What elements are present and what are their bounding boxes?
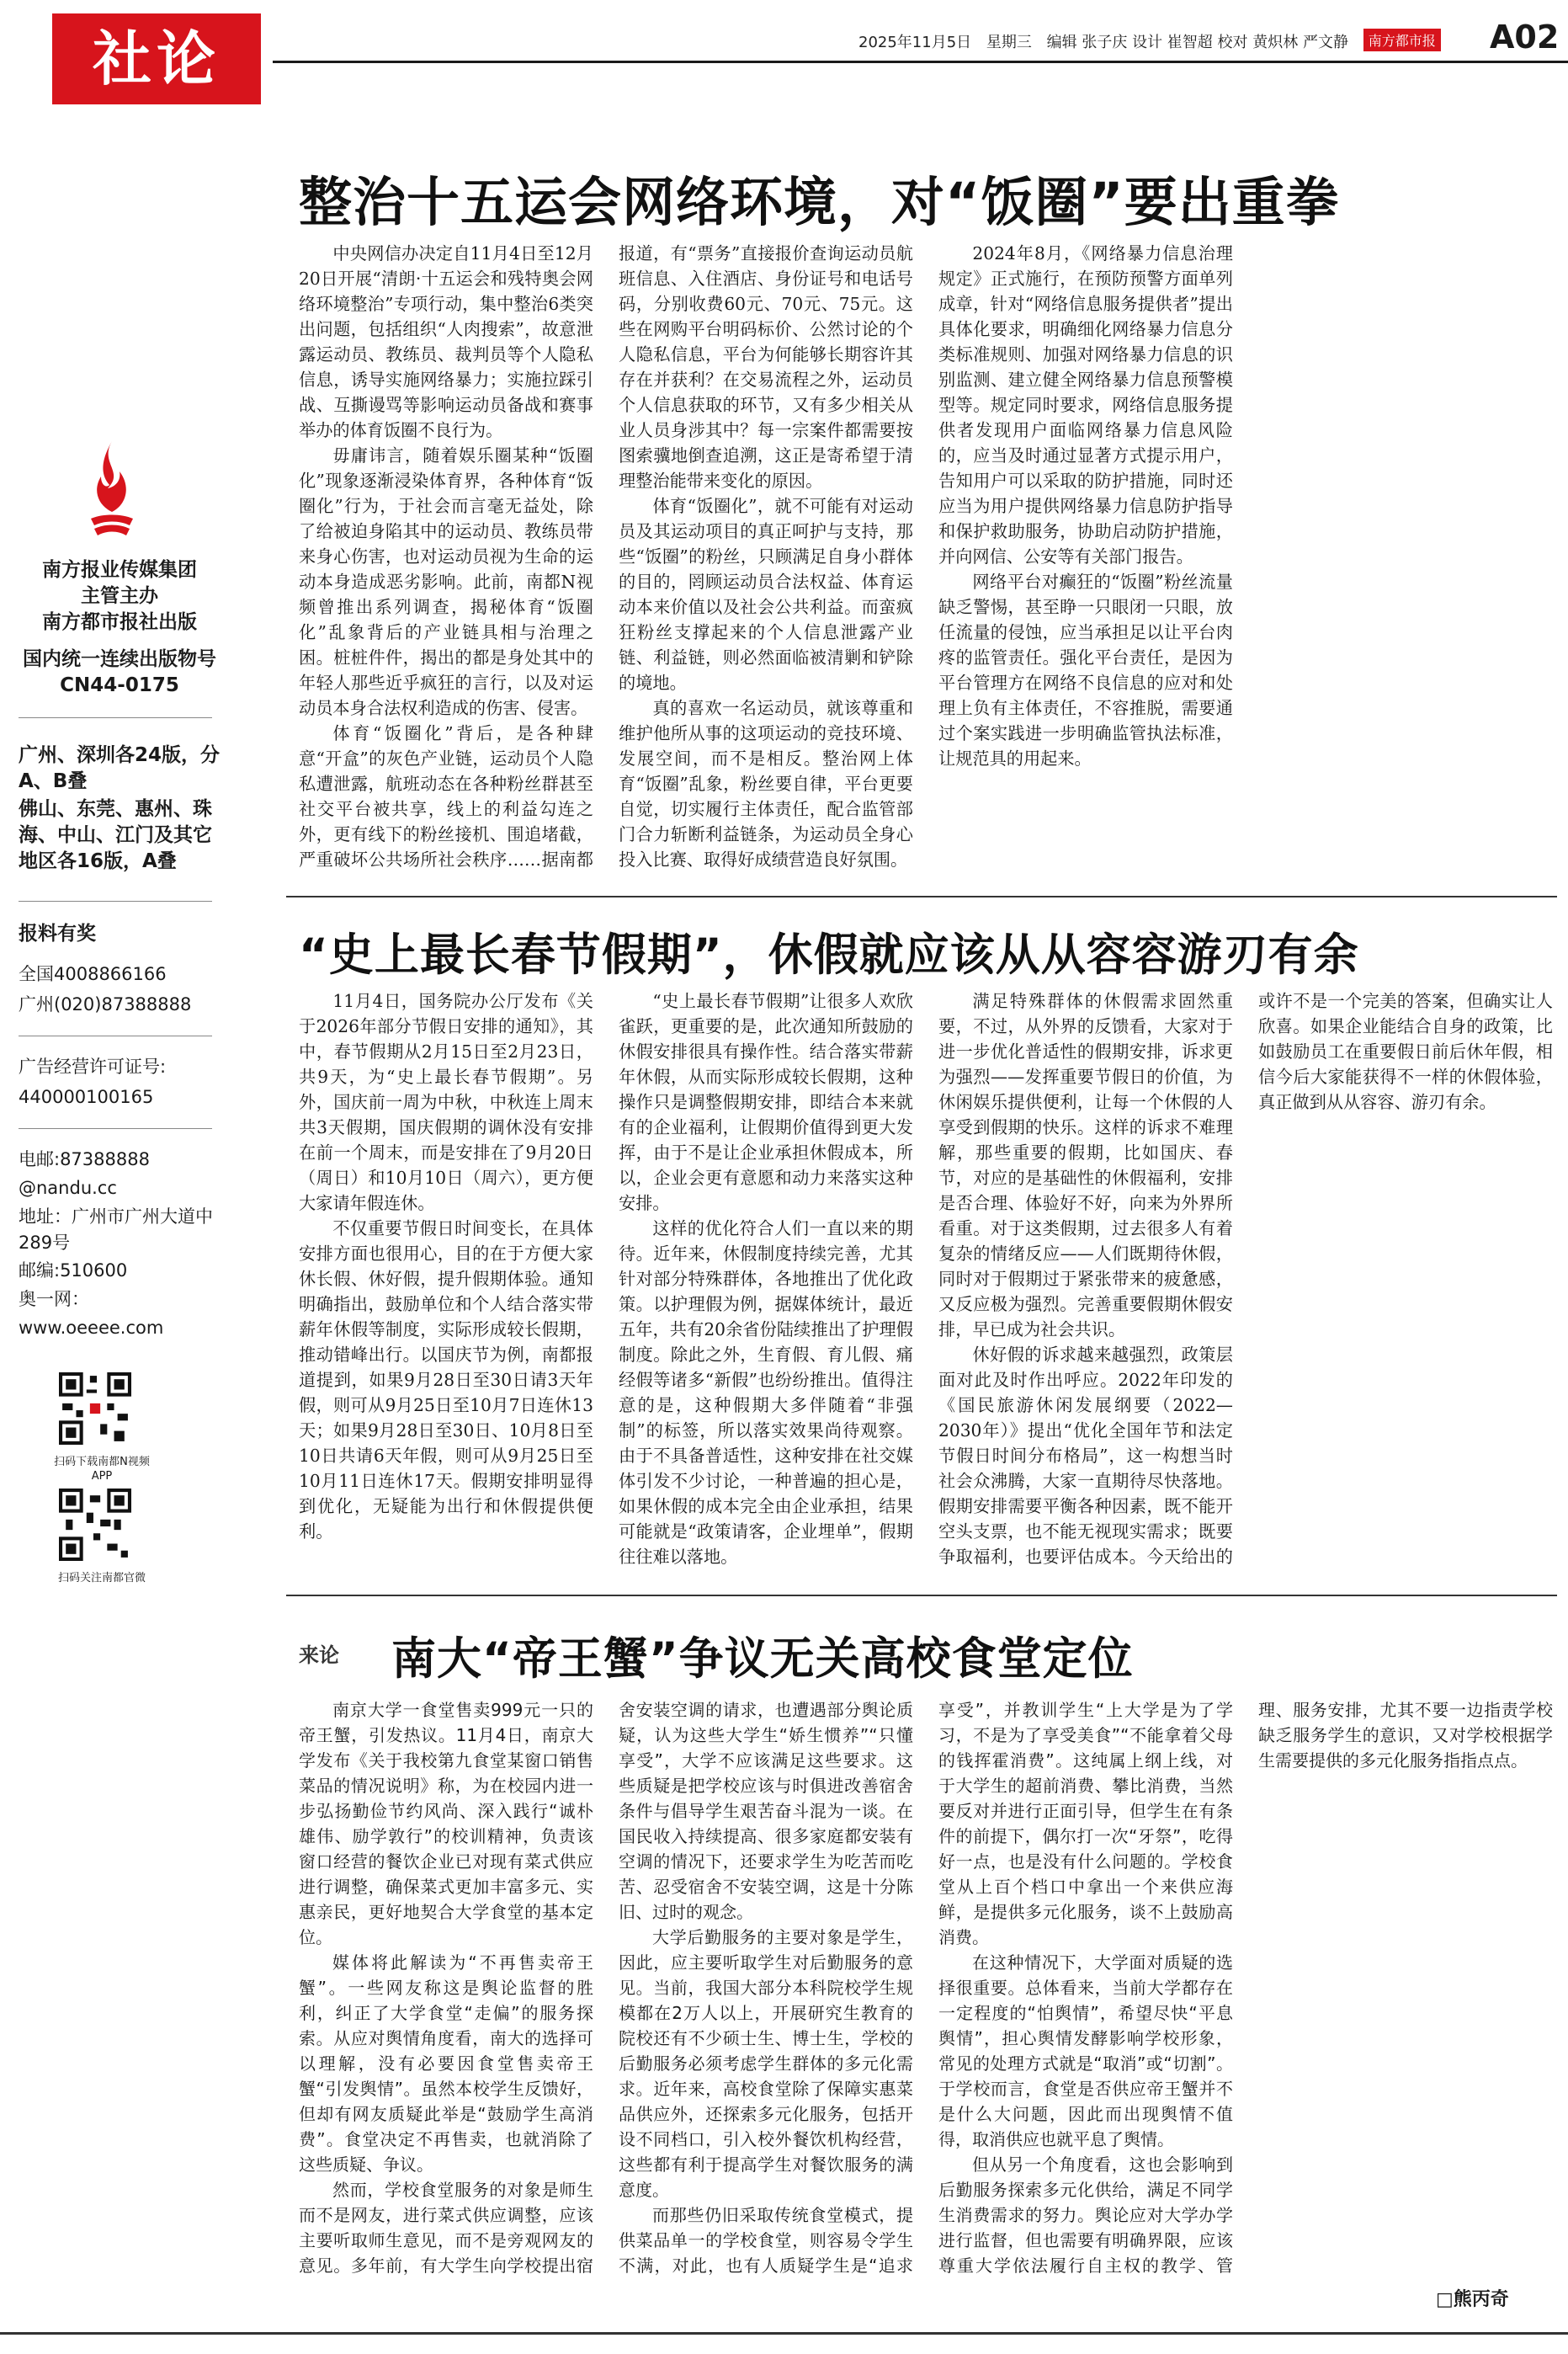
site-label: 奥一网： bbox=[19, 1289, 89, 1309]
editions: 广州、深圳各24版，分A、B叠 bbox=[19, 744, 221, 792]
paper-logo: 南方都市报 bbox=[1363, 29, 1441, 51]
sidebar bbox=[0, 118, 249, 2307]
publisher: 南方报业传媒集团 主管主办 南方都市报社出版 bbox=[42, 559, 197, 633]
footer-rule bbox=[0, 2332, 1568, 2335]
ad-license-label: 广告经营许可证号: bbox=[19, 1057, 167, 1077]
ad-license: 440000100165 bbox=[19, 1087, 154, 1107]
article-body: 11月4日，国务院办公厅发布《关于2026年部分节假日安排的通知》，其中，春节假期从2月15日至2月23日，共9天，为“史上最长春节假期”。另外，国庆前一周为中秋，中秋连上周末共3天假期，国庆假期的调休没有安排在前一个周末，而是安排在了9月20日（周日）和10月10日（周六），更方便大家请年假连休。 不仅重要节假日时间变长，在具体安排方面也很用心，目的在于方便大家休长假、休好假，提升假期体验。通知明确指出，鼓励单位和个人结合落实带薪年休假等制度，实际形成较长假期，推动错峰出行。以国庆节为例，南都报道提到，如果9月28日至30日请3天年假，则可从9月25日至10月7日连休13天；如果9月28日至30日、10月8日至10日共请6天年假，则可从9月25日至10月11日连休17天。假期安排明显得到优化，无疑能为出行和休假提供便利。 “史上最长春节假期”让很多人欢欣雀跃，更重要的是，此次通知所鼓励的休假安排很具有操作性。结合落实带薪年休假，从而实际形成较长假期，这种操作只是调整假期安排，即结合本来就有的企业福利，让假期价值得到更大发挥，由于不是让企业承担休假成本，所以，企业会更有意愿和动力来落实这种安排。 这样的优化符合人们一直以来的期待。近年来，休假制度持续完善，尤其针对部分特殊群体，各地推出了优化政策。以护理假为例，据媒体统计，最近五年，共有20余省份陆续推出了护理假制度。除此之外，生育假、育儿假、痛经假等诸多“新假”也纷纷推出。值得注意的是，这种假期大多伴随着“非强制”的标签，所以落实效果尚待观察。由于不具备普适性，这种安排在社交媒体引发不少讨论，一种普遍的担心是，如果休假的成本完全由企业承担，结果可能就是“政策请客，企业埋单”，假期往往难以落地。 满足特殊群体的休假需求固然重要，不过，从外界的反馈看，大家对于进一步优化普适性的假期安排，诉求更为强烈——发挥重要节假日的价值，为休闲娱乐提供便利，让每一个休假的人享受到假期的快乐。这样的诉求不难理解，那些重要的假期，比如国庆、春节，对应的是基础性的休假福利，安排是否合理、体验好不好，向来为外界所看重。对于这类假期，过去很多人有着复杂的情绪反应——人们既期待休假，同时对于假期过于紧张带来的疲惫感，又反应极为强烈。完善重要假期休假安排，早已成为社会共识。 休好假的诉求越来越强烈，政策层面对此及时作出呼应。2022年印发的《国民旅游休闲发展纲要（2022—2030年）》提出“优化全国年节和法定节假日时间分布格局”，这一构想当时社会众沸腾，大家一直期待尽快落地。假期安排需要平衡各种因素，既不能开空头支票，也不能无视现实需求；既要争取福利，也要评估成本。今天给出的或许不是一个完美的答案，但确实让人欣喜。如果企业能结合自身的政策，比如鼓励员工在重要假日前后休年假，相信今后大家能获得不一样的休假体验，真正做到从从容容、游刃有余。 bbox=[299, 991, 1553, 1567]
header-rule bbox=[273, 61, 1568, 63]
issue-info bbox=[858, 29, 1451, 52]
headline: 南大“帝王蟹”争议无关高校食堂定位 bbox=[391, 1633, 1134, 1685]
page-number: A02 bbox=[1490, 19, 1560, 56]
qr-caption: 扫码关注南都官微 bbox=[57, 1572, 146, 1584]
flame-logo-icon bbox=[82, 438, 141, 542]
sidebar-divider bbox=[19, 1128, 212, 1129]
site-link[interactable]: www.oeeee.com bbox=[19, 1318, 164, 1338]
qr-caption: 扫码下载南都N视频APP bbox=[54, 1456, 150, 1483]
headline: 整治十五运会网络环境，对“饭圈”要出重拳 bbox=[299, 172, 1340, 233]
tips-guangzhou: 广州(020)87388888 bbox=[19, 994, 192, 1015]
tips-national: 全国4008866166 bbox=[19, 964, 167, 984]
article-body: 中央网信办决定自11月4日至12月20日开展“清朗·十五运会和残特奥会网络环境整治”专项行动，集中整治6类突出问题，包括组织“人肉搜索”，故意泄露运动员、教练员、裁判员等个人隐私信息，诱导实施网络暴力；实施拉踩引战、互撕谩骂等影响运动员备战和赛事举办的体育饭圈不良行为。 毋庸讳言，随着娱乐圈某种“饭圈化”现象逐渐浸染体育界，各种体育“饭圈化”行为，于社会而言毫无益处，除了给被迫身陷其中的运动员、教练员带来身心伤害，也对运动员视为生命的运动本身造成恶劣影响。此前，南都N视频曾推出系列调查，揭秘体育“饭圈化”乱象背后的产业链具相与治理之困。桩桩件件，揭出的都是身处其中的年轻人那些近乎疯狂的言行，以及对运动员本身合法权利造成的伤害、侵害。 体育“饭圈化”背后，是各种肆意“开盒”的灰色产业链，运动员个人隐私遭泄露，航班动态在各种粉丝群甚至社交平台被共享，线上的利益勾连之外，更有线下的粉丝接机、围追堵截，严重破坏公共场所社会秩序……据南都报道，有“票务”直接报价查询运动员航班信息、入住酒店、身份证号和电话号码，分别收费60元、70元、75元。这些在网购平台明码标价、公然讨论的个人隐私信息，平台为何能够长期容许其存在并获利？在交易流程之外，运动员个人信息获取的环节，又有多少相关从业人员身涉其中？每一宗案件都需要按图索骥地倒查追溯，这正是寄希望于清理整治能带来变化的原因。 体育“饭圈化”，就不可能有对运动员及其运动项目的真正呵护与支持，那些“饭圈”的粉丝，只顾满足自身小群体的目的，罔顾运动员合法权益、体育运动本来价值以及社会公共利益。而蛮疯狂粉丝支撑起来的个人信息泄露产业链、利益链，则必然面临被清剿和铲除的境地。 真的喜欢一名运动员，就该尊重和维护他所从事的这项运动的竞技环境、发展空间，而不是相反。整治网上体育“饭圈”乱象，粉丝要自律，平台更要自觉，切实履行主体责任，配合监管部门合力斩断利益链条，为运动员全身心投入比赛、取得好成绩营造良好氛围。 2024年8月，《网络暴力信息治理规定》正式施行，在预防预警方面单列成章，针对“网络信息服务提供者”提出具体化要求，明确细化网络暴力信息分类标准规则、加强对网络暴力信息的识别监测、建立健全网络暴力信息预警模型等。规定同时要求，网络信息服务提供者发现用户面临网络暴力信息风险的，应当及时通过显著方式提示用户，告知用户可以采取的防护措施，同时还应当为用户提供网络暴力信息防护指导和保护救助服务，协助启动防护措施，并向网信、公安等有关部门报告。 网络平台对癫狂的“饭圈”粉丝流量缺乏警惕，甚至睁一只眼闭一只眼，放任流量的侵蚀，应当承担足以让平台肉疼的监管责任。强化平台责任，是因为平台管理方在网络不良信息的应对和处理上负有主体责任，不容推脱，需要通过个案实践进一步明确监管执法标准，让规范具的用起来。 bbox=[299, 243, 1233, 870]
article-body: 南京大学一食堂售卖999元一只的帝王蟹，引发热议。11月4日，南京大学发布《关于我校第九食堂某窗口销售菜品的情况说明》称，为在校园内进一步弘扬勤俭节约风尚、深入践行“诚朴雄伟、励学敦行”的校训精神，负责该窗口经营的餐饮企业已对现有菜式供应进行调整，确保菜式更加丰富多元、实惠亲民，更好地契合大学食堂的基本定位。 媒体将此解读为“不再售卖帝王蟹”。一些网友称这是舆论监督的胜利，纠正了大学食堂“走偏”的服务探索。从应对舆情角度看，南大的选择可以理解，没有必要因食堂售卖帝王蟹“引发舆情”。虽然本校学生反馈好，但却有网友质疑此举是“鼓励学生高消费”。食堂决定不再售卖，也就消除了这些质疑、争议。 然而，学校食堂服务的对象是师生而不是网友，进行菜式供应调整，应该主要听取师生意见，而不是旁观网友的意见。多年前，有大学生向学校提出宿舍安装空调的请求，也遭遇部分舆论质疑，认为这些大学生“娇生惯养”“只懂享受”，大学不应该满足这些要求。这些质疑是把学校应该与时俱进改善宿舍条件与倡导学生艰苦奋斗混为一谈。在国民收入持续提高、很多家庭都安装有空调的情况下，还要求学生为吃苦而吃苦、忍受宿舍不安装空调，这是十分陈旧、过时的观念。 大学后勤服务的主要对象是学生，因此，应主要听取学生对后勤服务的意见。当前，我国大部分本科院校学生规模都在2万人以上，开展研究生教育的院校还有不少硕士生、博士生，学校的后勤服务必须考虑学生群体的多元化需求。近年来，高校食堂除了保障实惠菜品供应外，还探索多元化服务，包括开设不同档口，引入校外餐饮机构经营，这些都有利于提高学生对餐饮服务的满意度。 而那些仍旧采取传统食堂模式，提供菜品单一的学校食堂，则容易令学生不满，对此，也有人质疑学生是“追求享受”，并教训学生“上大学是为了学习，不是为了享受美食”“不能拿着父母的钱挥霍消费”。这纯属上纲上线，对于大学生的超前消费、攀比消费，当然要反对并进行正面引导，但学生在有条件的前提下，偶尔打一次“牙祭”，吃得好一点，也是没有什么问题的。学校食堂从上百个档口中拿出一个来供应海鲜，是提供多元化服务，谈不上鼓励高消费。 在这种情况下，大学面对质疑的选择很重要。总体看来，当前大学都存在一定程度的“怕舆情”，希望尽快“平息舆情”，担心舆情发酵影响学校形象，常见的处理方式就是“取消”或“切割”。于学校而言，食堂是否供应帝王蟹并不是什么大问题，因此而出现舆情不值得，取消供应也就平息了舆情。 但从另一个角度看，这也会影响到后勤服务探索多元化供给，满足不同学生消费需求的努力。舆论应对大学办学进行监督，但也需要有明确界限，应该尊重大学依法履行自主权的教学、管理、服务安排，尤其不要一边指责学校缺乏服务学生的意识，又对学校根据学生需要提供的多元化服务指指点点。 bbox=[299, 1700, 1553, 2276]
column-tag: 来论 bbox=[299, 1643, 339, 1667]
issn-block: 国内统一连续出版物号 CN44-0175 bbox=[23, 648, 216, 696]
contact-postcode: 邮编:510600 bbox=[19, 1260, 128, 1281]
headline: “史上最长春节假期”，休假就应该从从容容游刃有余 bbox=[299, 929, 1359, 981]
author-byline: □熊丙奇 bbox=[1436, 2289, 1509, 2310]
issue-weekday: 星期三 bbox=[986, 34, 1032, 51]
sidebar-divider bbox=[19, 717, 212, 718]
editions-regional: 佛山、东莞、惠州、珠海、中山、江门及其它地区各16版，A叠 bbox=[19, 798, 212, 872]
contact-email: @nandu.cc bbox=[19, 1178, 117, 1198]
qr-code-icon[interactable] bbox=[59, 1489, 131, 1561]
tips-title: 报料有奖 bbox=[19, 923, 96, 945]
section-divider bbox=[286, 896, 1557, 897]
section-title: 社论 bbox=[52, 13, 261, 104]
section-divider bbox=[286, 1595, 1557, 1596]
sidebar-divider bbox=[19, 901, 212, 902]
contact-address: 地址：广州市广州大道中289号 bbox=[19, 1206, 213, 1253]
issue-credits: 编辑 张子庆 设计 崔智超 校对 黄炽林 严文静 bbox=[1046, 34, 1348, 51]
issue-date: 2025年11月5日 bbox=[858, 34, 972, 51]
contact-phone: 电邮:87388888 bbox=[19, 1149, 150, 1169]
qr-code-icon[interactable] bbox=[59, 1372, 131, 1445]
